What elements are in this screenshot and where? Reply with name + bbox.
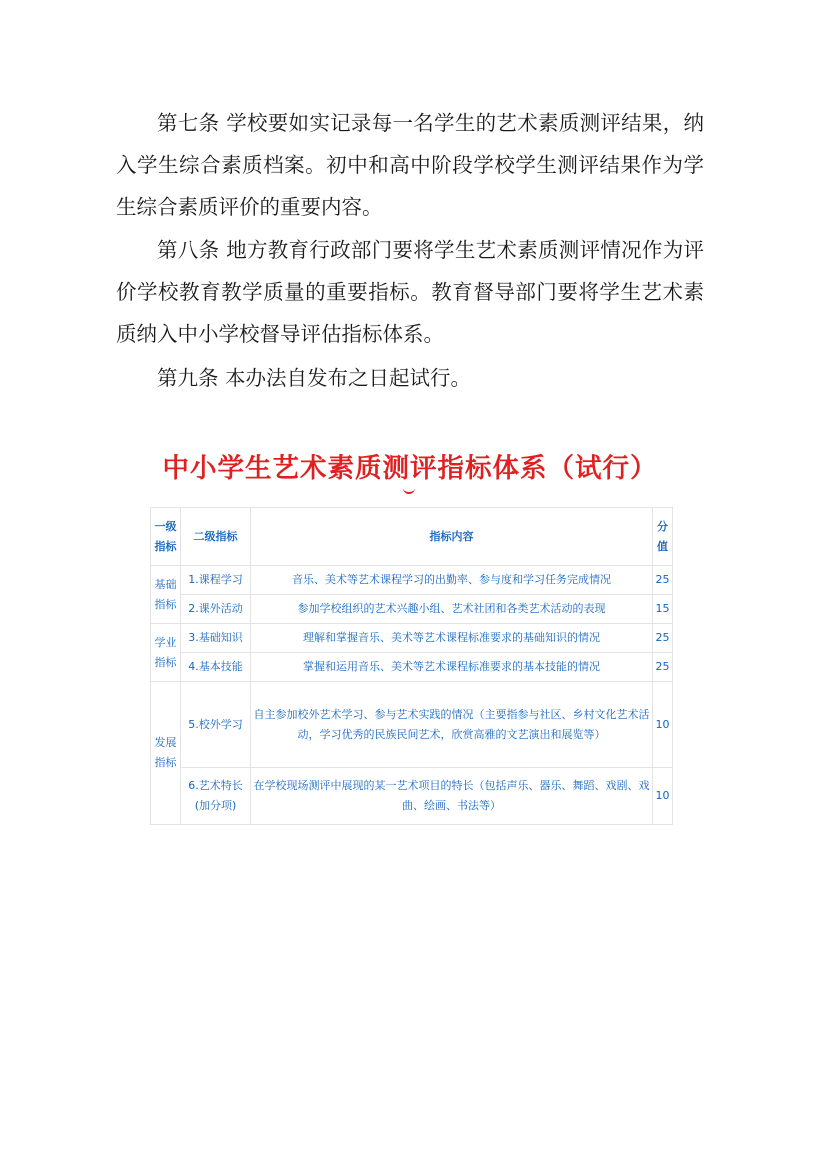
content-cell: 参加学校组织的艺术兴趣小组、艺术社团和各类艺术活动的表现	[251, 595, 653, 624]
article-7	[116, 102, 704, 228]
score-cell: 10	[653, 768, 673, 825]
header-content: 指标内容	[251, 508, 653, 566]
article-text: 地方教育行政部门要将学生艺术素质测评情况作为评价学校教育教学质量的重要指标。教育督导部门要将学生艺术素质纳入中小学校督导评估指标体系。	[116, 238, 705, 346]
level2-cell: 5.校外学习	[181, 682, 251, 768]
score-cell: 10	[653, 682, 673, 768]
score-cell: 25	[653, 653, 673, 682]
article-number: 第九条	[157, 366, 219, 390]
table-row	[151, 624, 673, 653]
table-title: 中小学生艺术素质测评指标体系（试行）	[162, 453, 658, 484]
content-cell: 自主参加校外艺术学习、参与艺术实践的情况（主要指参与社区、乡村文化艺术活动，学习优秀的民族民间艺术，欣赏高雅的文艺演出和展览等）	[251, 682, 653, 768]
score-cell: 15	[653, 595, 673, 624]
table-row	[151, 768, 673, 825]
level2-cell: 3.基础知识	[181, 624, 251, 653]
level2-cell: 6.艺术特长(加分项)	[181, 768, 251, 825]
table-row	[151, 682, 673, 768]
score-cell: 25	[653, 624, 673, 653]
table-header-row	[151, 508, 673, 566]
article-number: 第八条	[157, 238, 220, 262]
article-8	[116, 229, 704, 355]
article-text: 本办法自发布之日起试行。	[225, 366, 472, 390]
level1-cell: 基础 指标	[151, 566, 181, 624]
content-cell: 在学校现场测评中展现的某一艺术项目的特长（包括声乐、器乐、舞蹈、戏剧、戏曲、绘画、书法等）	[251, 768, 653, 825]
indicator-table	[150, 507, 673, 825]
title-decoration	[403, 486, 415, 494]
level2-cell: 4.基本技能	[181, 653, 251, 682]
level1-cell: 发展 指标	[151, 682, 181, 825]
article-number: 第七条	[157, 111, 220, 135]
header-level2: 二级指标	[181, 508, 251, 566]
table-row	[151, 566, 673, 595]
content-cell: 掌握和运用音乐、美术等艺术课程标准要求的基本技能的情况	[251, 653, 653, 682]
content-cell: 理解和掌握音乐、美术等艺术课程标准要求的基础知识的情况	[251, 624, 653, 653]
content-cell: 音乐、美术等艺术课程学习的出勤率、参与度和学习任务完成情况	[251, 566, 653, 595]
article-text: 学校要如实记录每一名学生的艺术素质测评结果，纳入学生综合素质档案。初中和高中阶段学校学生测评结果作为学生综合素质评价的重要内容。	[116, 111, 705, 219]
header-level1: 一级 指标	[151, 508, 181, 566]
level1-cell: 学业 指标	[151, 624, 181, 682]
article-9	[116, 357, 704, 399]
header-score: 分 值	[653, 508, 673, 566]
table-row	[151, 595, 673, 624]
table-row	[151, 653, 673, 682]
score-cell: 25	[653, 566, 673, 595]
level2-cell: 2.课外活动	[181, 595, 251, 624]
level2-cell: 1.课程学习	[181, 566, 251, 595]
